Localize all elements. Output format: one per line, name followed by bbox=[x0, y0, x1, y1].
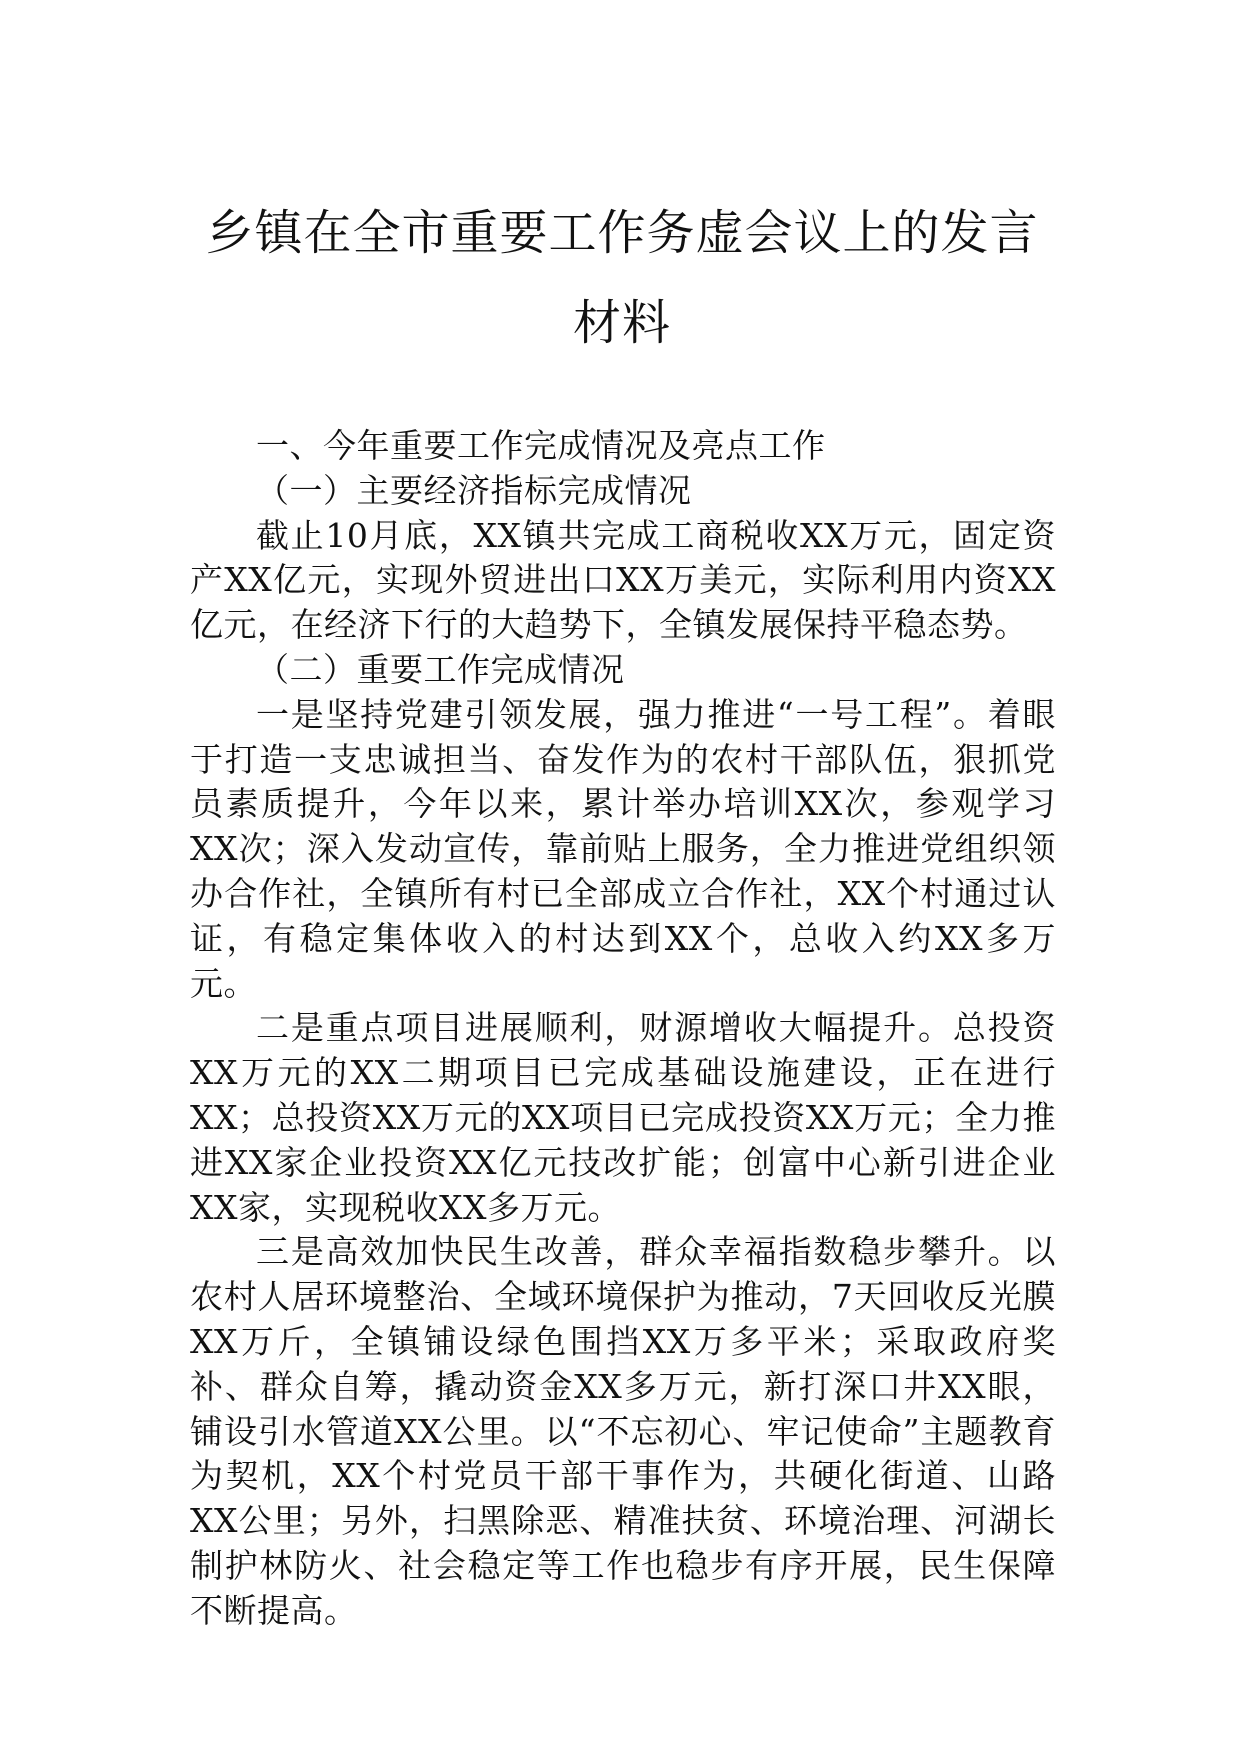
document-body bbox=[190, 424, 1056, 1634]
section-heading: 一、今年重要工作完成情况及亮点工作 bbox=[256, 426, 826, 465]
document-title: 乡镇在全市重要工作务虚会议上的发言材料 bbox=[205, 205, 1039, 351]
body-paragraph: 三是高效加快民生改善，群众幸福指数稳步攀升。以农村人居环境整治、全域环境保护为推动，7天回收反光膜XX万斤，全镇铺设绿色围挡XX万多平米；采取政府奖补、群众自筹，撬动资金XX多万元，新打深口井XX眼，铺设引水管道XX公里。以“不忘初心、牢记使命”主题教育为契机，XX个村党员干部干事作为，共硬化街道、山路XX公里；另外，扫黑除恶、精准扶贫、环境治理、河湖长制护林防火、社会稳定等工作也稳步有序开展，民生保障不断提高。 bbox=[190, 1232, 1056, 1630]
body-paragraph: 二是重点项目进展顺利，财源增收大幅提升。总投资XX万元的XX二期项目已完成基础设施建设，正在进行XX；总投资XX万元的XX项目已完成投资XX万元；全力推进XX家企业投资XX亿元技改扩能；创富中心新引进企业XX家，实现税收XX多万元。 bbox=[190, 1008, 1056, 1227]
body-paragraph: 截止10月底，XX镇共完成工商税收XX万元，固定资产XX亿元，实现外贸进出口XX万美元，实际利用内资XX亿元，在经济下行的大趋势下，全镇发展保持平稳态势。 bbox=[190, 515, 1056, 645]
subsection-heading: （二）重要工作完成情况 bbox=[256, 649, 625, 689]
subsection-heading: （一）主要经济指标完成情况 bbox=[256, 470, 692, 510]
body-paragraph: 一是坚持党建引领发展，强力推进“一号工程”。着眼于打造一支忠诚担当、奋发作为的农村干部队伍，狠抓党员素质提升，今年以来，累计举办培训XX次，参观学习XX次；深入发动宣传，靠前贴上服务，全力推进党组织领办合作社，全镇所有村已全部成立合作社，XX个村通过认证，有稳定集体收入的村达到XX个，总收入约XX多万元。 bbox=[190, 694, 1056, 1003]
